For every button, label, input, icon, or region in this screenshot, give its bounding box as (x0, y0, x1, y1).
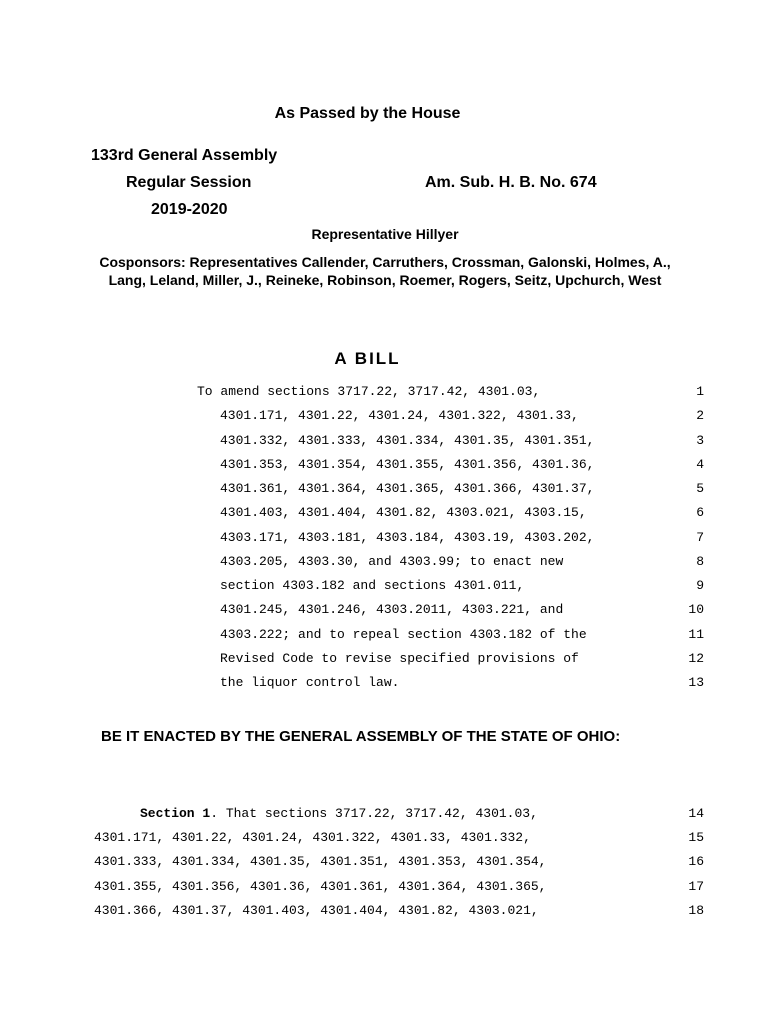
title-line: To amend sections 3717.22, 3717.42, 4301.03, (197, 384, 541, 399)
line-number: 4 (696, 456, 704, 472)
line-number: 6 (696, 505, 704, 521)
body-line: 4301.171, 4301.22, 4301.24, 4301.322, 4301.33, 4301.332, (94, 830, 531, 845)
primary-sponsor: Representative Hillyer (311, 226, 459, 242)
line-number: 8 (696, 553, 704, 569)
title-line: 4301.353, 4301.354, 4301.355, 4301.356, 4301.36, (220, 456, 595, 472)
line-number: 16 (688, 854, 704, 870)
line-number: 10 (688, 602, 704, 618)
section-label: Section 1 (140, 806, 211, 821)
body-line: 4301.355, 4301.356, 4301.36, 4301.361, 4301.364, 4301.365, (94, 878, 547, 894)
bill-heading: A BILL (334, 349, 401, 368)
line-number: 1 (696, 384, 704, 399)
line-number: 12 (688, 650, 704, 666)
title-line: 4301.332, 4301.333, 4301.334, 4301.35, 4301.351, (220, 432, 595, 448)
line-number: 17 (688, 878, 704, 894)
section-1-text: . That sections 3717.22, 3717.42, 4301.03, (210, 806, 538, 821)
line-number: 9 (696, 578, 704, 593)
session-name: Regular Session (126, 174, 252, 191)
general-assembly: 133rd General Assembly (91, 147, 278, 164)
title-line: Revised Code to revise specified provisions of (220, 650, 579, 666)
body-line: 4301.333, 4301.334, 4301.35, 4301.351, 4301.353, 4301.354, (94, 854, 547, 870)
line-number: 15 (688, 830, 704, 845)
line-number: 18 (688, 902, 704, 918)
line-number: 11 (688, 626, 704, 642)
title-line: the liquor control law. (220, 675, 400, 690)
cosponsors-list: Cosponsors: Representatives Callender, Carruthers, Crossman, Galonski, Holmes, A., Lang, Leland, Miller, J., Reineke, Robinson, Roemer, Rogers, Seitz, Upchurch, West (99, 254, 671, 288)
line-number: 5 (696, 481, 704, 496)
body-line: 4301.366, 4301.37, 4301.403, 4301.404, 4301.82, 4303.021, (94, 902, 539, 918)
title-line: 4301.403, 4301.404, 4301.82, 4303.021, 4303.15, (220, 505, 587, 521)
line-number: 7 (696, 529, 704, 545)
line-number: 13 (688, 675, 704, 690)
bill-number: Am. Sub. H. B. No. 674 (425, 174, 597, 191)
session-years: 2019-2020 (151, 201, 228, 218)
bill-status: As Passed by the House (274, 105, 461, 122)
enacting-clause: BE IT ENACTED BY THE GENERAL ASSEMBLY OF THE STATE OF OHIO: (101, 728, 621, 745)
line-number: 3 (696, 432, 704, 448)
title-line: 4301.361, 4301.364, 4301.365, 4301.366, 4301.37, (220, 481, 595, 496)
title-line: 4301.245, 4301.246, 4303.2011, 4303.221, and (220, 602, 564, 618)
title-line: 4303.205, 4303.30, and 4303.99; to enact new (220, 553, 564, 569)
title-line: section 4303.182 and sections 4301.011, (220, 578, 525, 593)
title-line: 4301.171, 4301.22, 4301.24, 4301.322, 4301.33, (220, 408, 579, 424)
title-line: 4303.171, 4303.181, 4303.184, 4303.19, 4303.202, (220, 529, 595, 545)
line-number: 14 (688, 806, 704, 821)
line-number: 2 (696, 408, 704, 424)
title-line: 4303.222; and to repeal section 4303.182 of the (220, 626, 587, 642)
